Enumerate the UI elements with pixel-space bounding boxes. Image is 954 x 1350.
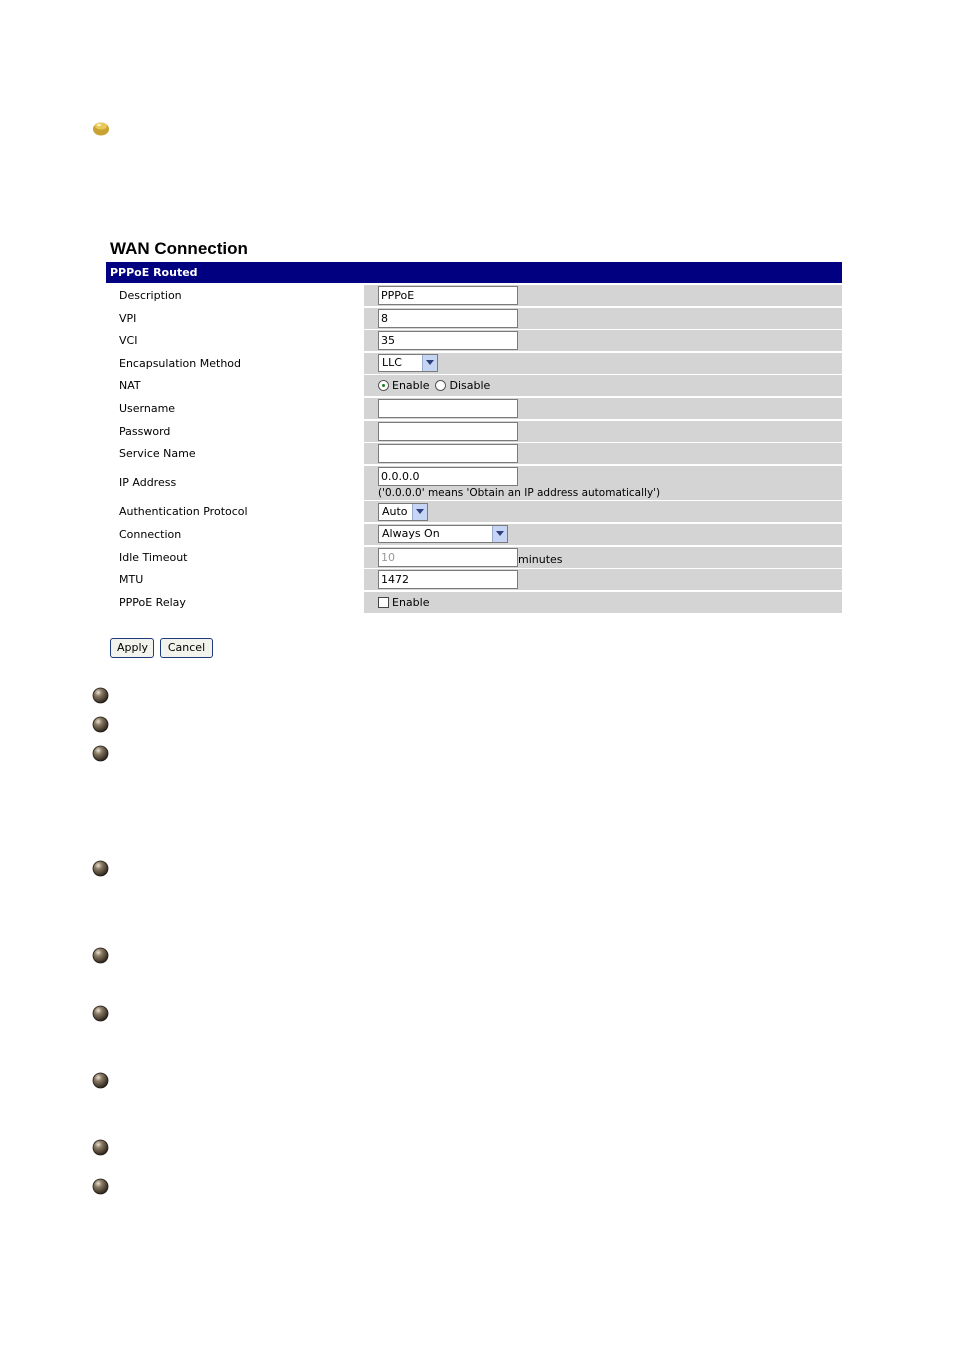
form-row-connection [106, 524, 842, 545]
nat-label: NAT [106, 375, 364, 396]
chevron-down-icon [422, 355, 437, 371]
service-name-input[interactable] [378, 444, 518, 463]
sphere-bullet-icon [92, 860, 109, 877]
connection-selected: Always On [382, 527, 440, 541]
encapsulation-selected: LLC [382, 356, 402, 370]
form-row-pppoe-relay [106, 592, 842, 613]
form-row-idle-timeout [106, 547, 842, 568]
idle-timeout-label: Idle Timeout [106, 547, 364, 568]
form-row-service-name [106, 443, 842, 464]
form-row-nat [106, 375, 842, 396]
mtu-label: MTU [106, 569, 364, 590]
cancel-button[interactable]: Cancel [160, 638, 213, 658]
password-label: Password [106, 421, 364, 442]
apply-button[interactable]: Apply [110, 638, 154, 658]
nat-disable-label: Disable [449, 379, 491, 393]
pppoe-relay-checkbox[interactable] [378, 597, 389, 608]
mtu-input[interactable] [378, 570, 518, 589]
form-row-encapsulation [106, 353, 842, 374]
form-row-vpi [106, 308, 842, 329]
form-header: PPPoE Routed [106, 262, 842, 283]
sphere-bullet-icon [92, 687, 109, 704]
nat-disable-radio[interactable] [435, 380, 446, 391]
form-row-auth-protocol [106, 501, 842, 522]
sphere-bullet-icon [92, 745, 109, 762]
ip-address-label: IP Address [106, 466, 364, 500]
chevron-down-icon [492, 526, 507, 542]
sphere-bullet-icon [92, 1005, 109, 1022]
description-label: Description [106, 285, 364, 306]
username-label: Username [106, 398, 364, 419]
form-row-username [106, 398, 842, 419]
ip-address-input[interactable] [378, 467, 518, 486]
page-title: WAN Connection [110, 239, 248, 258]
form-row-mtu [106, 569, 842, 590]
username-input[interactable] [378, 399, 518, 418]
idle-timeout-unit: minutes [518, 552, 563, 566]
nat-enable-label: Enable [392, 379, 430, 393]
chevron-down-icon [412, 504, 427, 520]
vci-input[interactable] [378, 331, 518, 350]
sphere-bullet-icon [92, 1178, 109, 1195]
wan-form [106, 285, 842, 614]
password-input[interactable] [378, 422, 518, 441]
idle-timeout-input[interactable] [378, 548, 518, 567]
sphere-bullet-icon [92, 1139, 109, 1156]
gold-bullet-icon [92, 120, 110, 136]
auth-protocol-selected: Auto [382, 504, 408, 518]
encapsulation-select[interactable] [378, 354, 438, 372]
service-name-label: Service Name [106, 443, 364, 464]
pppoe-relay-checkbox-label: Enable [392, 595, 430, 609]
auth-protocol-select[interactable] [378, 503, 428, 521]
connection-label: Connection [106, 524, 364, 545]
sphere-bullet-icon [92, 716, 109, 733]
auth-protocol-label: Authentication Protocol [106, 501, 364, 522]
sphere-bullet-icon [92, 947, 109, 964]
encapsulation-label: Encapsulation Method [106, 353, 364, 374]
nat-enable-radio[interactable] [378, 380, 389, 391]
ip-address-note: ('0.0.0.0' means 'Obtain an IP address automatically') [378, 486, 661, 499]
description-input[interactable] [378, 286, 518, 305]
form-row-description [106, 285, 842, 306]
form-row-vci [106, 330, 842, 351]
form-row-password [106, 421, 842, 442]
vpi-input[interactable] [378, 309, 518, 328]
vpi-label: VPI [106, 308, 364, 329]
connection-select[interactable] [378, 525, 508, 543]
form-row-ip-address [106, 466, 842, 500]
sphere-bullet-icon [92, 1072, 109, 1089]
pppoe-relay-label: PPPoE Relay [106, 592, 364, 613]
vci-label: VCI [106, 330, 364, 351]
